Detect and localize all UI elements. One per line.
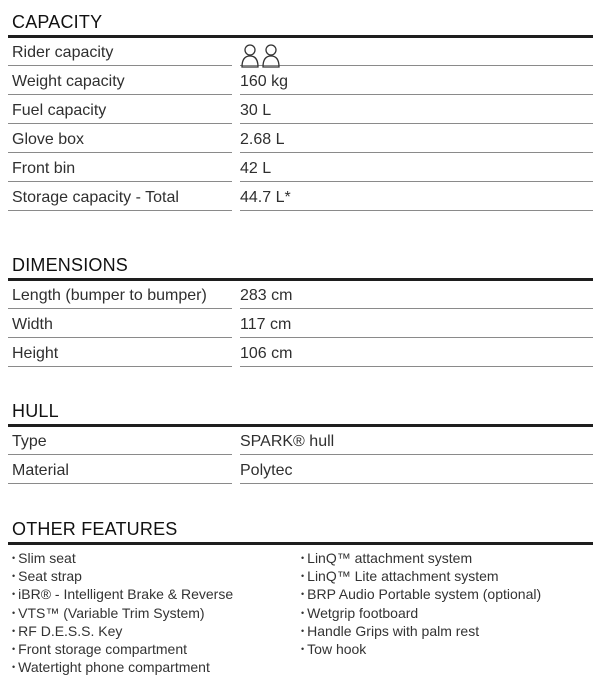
spec-row-length bbox=[8, 281, 593, 310]
spec-value: 117 cm bbox=[240, 310, 593, 338]
feature-item: • LinQ™ attachment system bbox=[301, 549, 541, 567]
rider-icon bbox=[261, 44, 281, 68]
spec-label: Rider capacity bbox=[8, 38, 232, 66]
spec-label: Fuel capacity bbox=[8, 96, 232, 124]
capacity-title: CAPACITY bbox=[12, 12, 103, 32]
spec-row-height bbox=[8, 339, 593, 368]
spec-row-rider-capacity bbox=[8, 38, 593, 67]
spec-label: Material bbox=[8, 456, 232, 484]
feature-item: • Handle Grips with palm rest bbox=[301, 622, 541, 640]
spec-value: 30 L bbox=[240, 96, 593, 124]
rider-icon bbox=[240, 44, 260, 68]
capacity-section bbox=[8, 10, 593, 212]
feature-item: • BRP Audio Portable system (optional) bbox=[301, 585, 541, 603]
spec-row-front-bin bbox=[8, 154, 593, 183]
spec-row-fuel-capacity bbox=[8, 96, 593, 125]
spec-value: 44.7 L* bbox=[240, 183, 593, 211]
other-features-title: OTHER FEATURES bbox=[12, 519, 178, 539]
spec-label: Storage capacity - Total bbox=[8, 183, 232, 211]
feature-item: • Watertight phone compartment bbox=[12, 658, 233, 676]
spec-label: Type bbox=[8, 427, 232, 455]
spec-value: 283 cm bbox=[240, 281, 593, 309]
dimensions-section bbox=[8, 253, 593, 368]
feature-item: • Seat strap bbox=[12, 567, 233, 585]
features-column-left bbox=[12, 549, 233, 676]
spec-row-type bbox=[8, 427, 593, 456]
spec-row-weight-capacity bbox=[8, 67, 593, 96]
feature-item: • Wetgrip footboard bbox=[301, 604, 541, 622]
spec-value: 2.68 L bbox=[240, 125, 593, 153]
feature-item: • Front storage compartment bbox=[12, 640, 233, 658]
spec-label: Front bin bbox=[8, 154, 232, 182]
spec-value bbox=[240, 38, 593, 66]
features-list bbox=[8, 545, 593, 676]
spec-label: Length (bumper to bumper) bbox=[8, 281, 232, 309]
other-features-section bbox=[8, 517, 593, 676]
feature-item: • iBR® - Intelligent Brake & Reverse bbox=[12, 585, 233, 603]
spec-value: 106 cm bbox=[240, 339, 593, 367]
spec-label: Glove box bbox=[8, 125, 232, 153]
spec-label: Width bbox=[8, 310, 232, 338]
hull-title: HULL bbox=[12, 401, 59, 421]
feature-item: • LinQ™ Lite attachment system bbox=[301, 567, 541, 585]
spec-label: Weight capacity bbox=[8, 67, 232, 95]
features-column-right bbox=[301, 549, 541, 658]
spec-value: 42 L bbox=[240, 154, 593, 182]
spec-row-storage-total bbox=[8, 183, 593, 212]
feature-item: • RF D.E.S.S. Key bbox=[12, 622, 233, 640]
spec-value: Polytec bbox=[240, 456, 593, 484]
spec-row-material bbox=[8, 456, 593, 485]
feature-item: • VTS™ (Variable Trim System) bbox=[12, 604, 233, 622]
feature-item: • Slim seat bbox=[12, 549, 233, 567]
spec-row-glove-box bbox=[8, 125, 593, 154]
two-rider-icon bbox=[240, 44, 281, 68]
spec-value: SPARK® hull bbox=[240, 427, 593, 455]
spec-value: 160 kg bbox=[240, 67, 593, 95]
spec-row-width bbox=[8, 310, 593, 339]
feature-item: • Tow hook bbox=[301, 640, 541, 658]
hull-section bbox=[8, 399, 593, 485]
spec-label: Height bbox=[8, 339, 232, 367]
dimensions-title: DIMENSIONS bbox=[12, 255, 129, 275]
